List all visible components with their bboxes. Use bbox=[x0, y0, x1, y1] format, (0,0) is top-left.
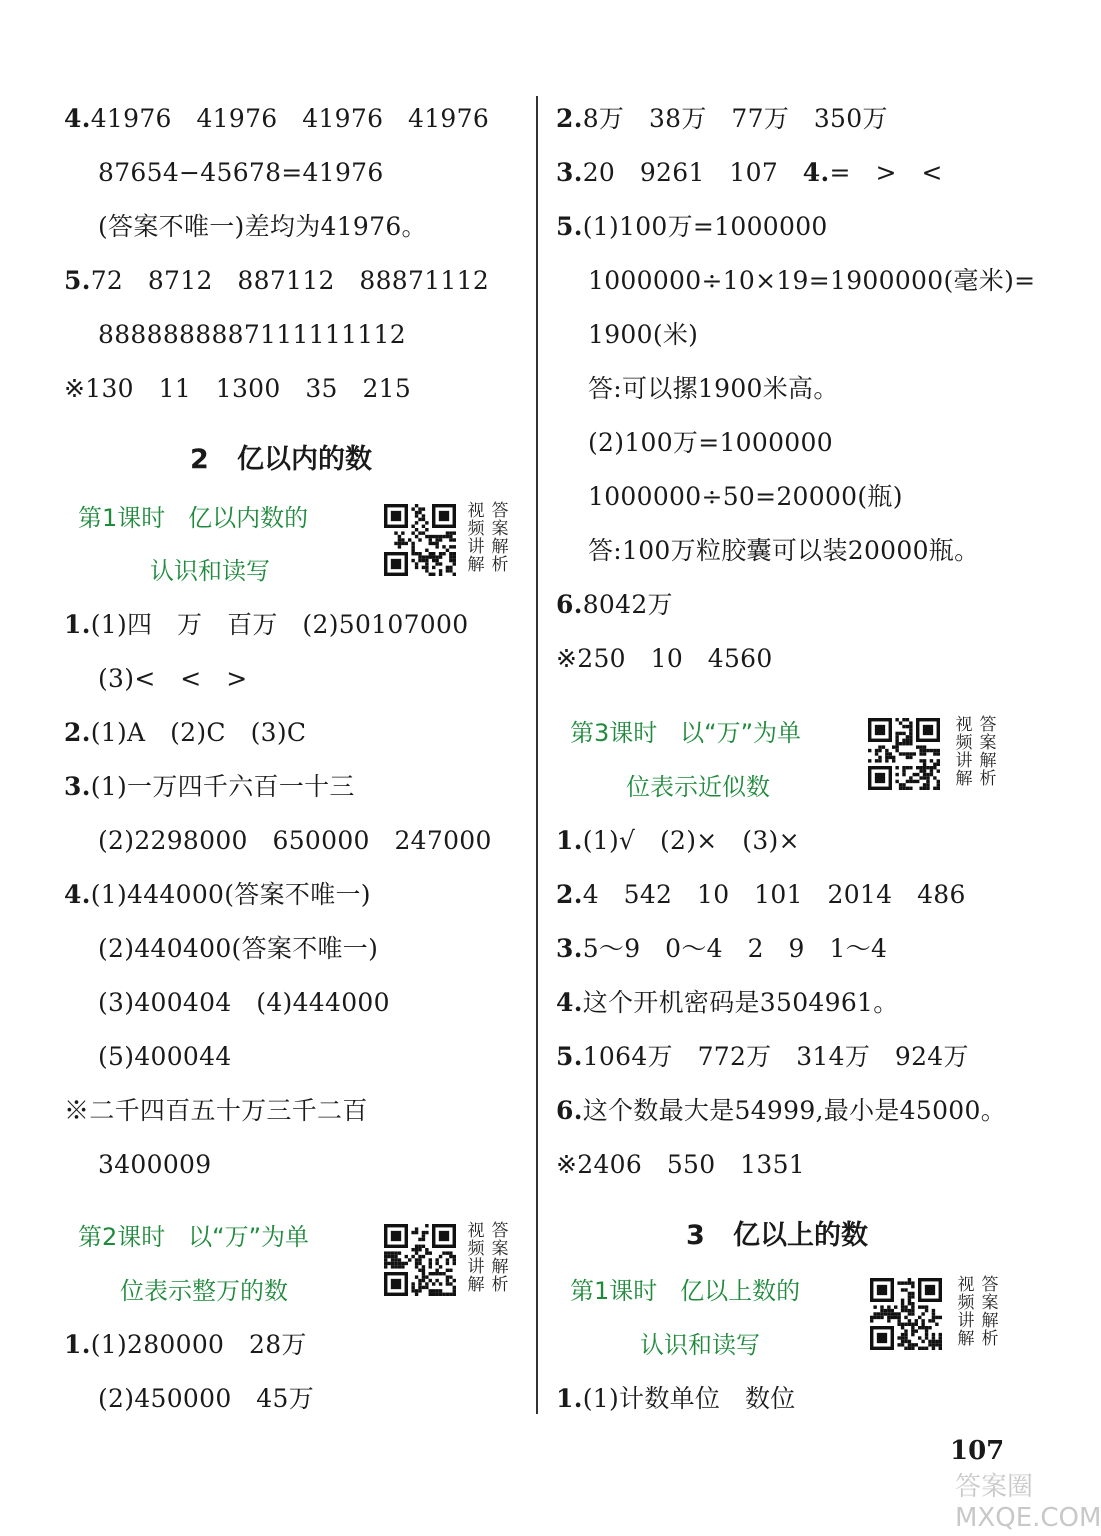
qr-label: 视 频 讲 解 答 案 解 析 bbox=[957, 1275, 999, 1349]
answer-line: (2)2298000 650000 247000 bbox=[98, 826, 492, 855]
answer-line: (3)< < > bbox=[98, 664, 248, 693]
section-title: 3 亿以上的数 bbox=[686, 1220, 868, 1251]
answer-line: 1000000÷10×19=1900000(毫米)= bbox=[588, 266, 1036, 295]
answer-line: 1900(米) bbox=[588, 320, 699, 349]
answer-line: 1.(1)280000 28万 bbox=[64, 1330, 307, 1359]
answer-line: 5.72 8712 887112 88871112 bbox=[64, 266, 490, 295]
qr-code-icon[interactable] bbox=[868, 718, 940, 790]
page-number: 107 bbox=[950, 1436, 1005, 1466]
column-divider bbox=[536, 96, 538, 1414]
answer-line: 2.4 542 10 101 2014 486 bbox=[556, 880, 966, 909]
section-title: 2 亿以内的数 bbox=[190, 444, 372, 475]
answer-line: ※2406 550 1351 bbox=[556, 1150, 805, 1179]
answer-line: 5.(1)100万=1000000 bbox=[556, 212, 828, 241]
qr-code-icon[interactable] bbox=[384, 1224, 456, 1296]
answer-line: 2.(1)A (2)C (3)C bbox=[64, 718, 307, 747]
answer-line: 3.20 9261 107 4.= > < bbox=[556, 158, 943, 187]
answer-line: (答案不唯一)差均为41976。 bbox=[98, 212, 427, 241]
answer-line: (3)400404 (4)444000 bbox=[98, 988, 390, 1017]
answer-line: 2.8万 38万 77万 350万 bbox=[556, 104, 888, 133]
answer-line: 4.(1)444000(答案不唯一) bbox=[64, 880, 371, 909]
lesson-title: 第1课时 亿以上数的 bbox=[570, 1277, 801, 1305]
answer-line: 答:100万粒胶囊可以装20000瓶。 bbox=[588, 536, 980, 565]
answer-line: (2)450000 45万 bbox=[98, 1384, 314, 1413]
answer-line: 1.(1)√ (2)× (3)× bbox=[556, 826, 800, 855]
answer-line: 1.(1)四 万 百万 (2)50107000 bbox=[64, 610, 469, 639]
answer-line: 3400009 bbox=[98, 1150, 212, 1179]
answer-line: 1000000÷50=20000(瓶) bbox=[588, 482, 903, 511]
qr-code-icon[interactable] bbox=[870, 1278, 942, 1350]
answer-line: (2)100万=1000000 bbox=[588, 428, 833, 457]
answer-line: ※二千四百五十万三千二百 bbox=[64, 1096, 368, 1125]
watermark: 答案圈 MXQE.COM bbox=[955, 1472, 1101, 1533]
answer-line: 87654−45678=41976 bbox=[98, 158, 384, 187]
answer-line: 答:可以摞1900米高。 bbox=[588, 374, 839, 403]
answer-line: 3.5～9 0～4 2 9 1～4 bbox=[556, 934, 888, 963]
answer-line: 8888888887111111112 bbox=[98, 320, 406, 349]
answer-line: 6.8042万 bbox=[556, 590, 673, 619]
answer-line: ※130 11 1300 35 215 bbox=[64, 374, 412, 403]
answer-line: (5)400044 bbox=[98, 1042, 232, 1071]
lesson-subtitle: 位表示整万的数 bbox=[120, 1277, 288, 1305]
qr-label: 视 频 讲 解 答 案 解 析 bbox=[467, 1221, 509, 1295]
qr-code-icon[interactable] bbox=[384, 504, 456, 576]
answer-line: 1.(1)计数单位 数位 bbox=[556, 1384, 796, 1413]
lesson-title: 第3课时 以“万”为单 bbox=[570, 719, 802, 747]
answer-line: 4.这个开机密码是3504961。 bbox=[556, 988, 899, 1017]
answer-line: 6.这个数最大是54999,最小是45000。 bbox=[556, 1096, 1007, 1125]
lesson-subtitle: 认识和读写 bbox=[640, 1331, 760, 1359]
lesson-title: 第1课时 亿以内数的 bbox=[78, 504, 309, 532]
lesson-subtitle: 位表示近似数 bbox=[626, 773, 770, 801]
lesson-subtitle: 认识和读写 bbox=[150, 557, 270, 585]
answer-line: 3.(1)一万四千六百一十三 bbox=[64, 772, 355, 801]
answer-line: ※250 10 4560 bbox=[556, 644, 773, 673]
qr-label: 视 频 讲 解 答 案 解 析 bbox=[955, 715, 997, 789]
qr-label: 视 频 讲 解 答 案 解 析 bbox=[467, 501, 509, 575]
answer-line: 4.41976 41976 41976 41976 bbox=[64, 104, 490, 133]
answer-line: (2)440400(答案不唯一) bbox=[98, 934, 379, 963]
answer-line: 5.1064万 772万 314万 924万 bbox=[556, 1042, 969, 1071]
lesson-title: 第2课时 以“万”为单 bbox=[78, 1223, 310, 1251]
